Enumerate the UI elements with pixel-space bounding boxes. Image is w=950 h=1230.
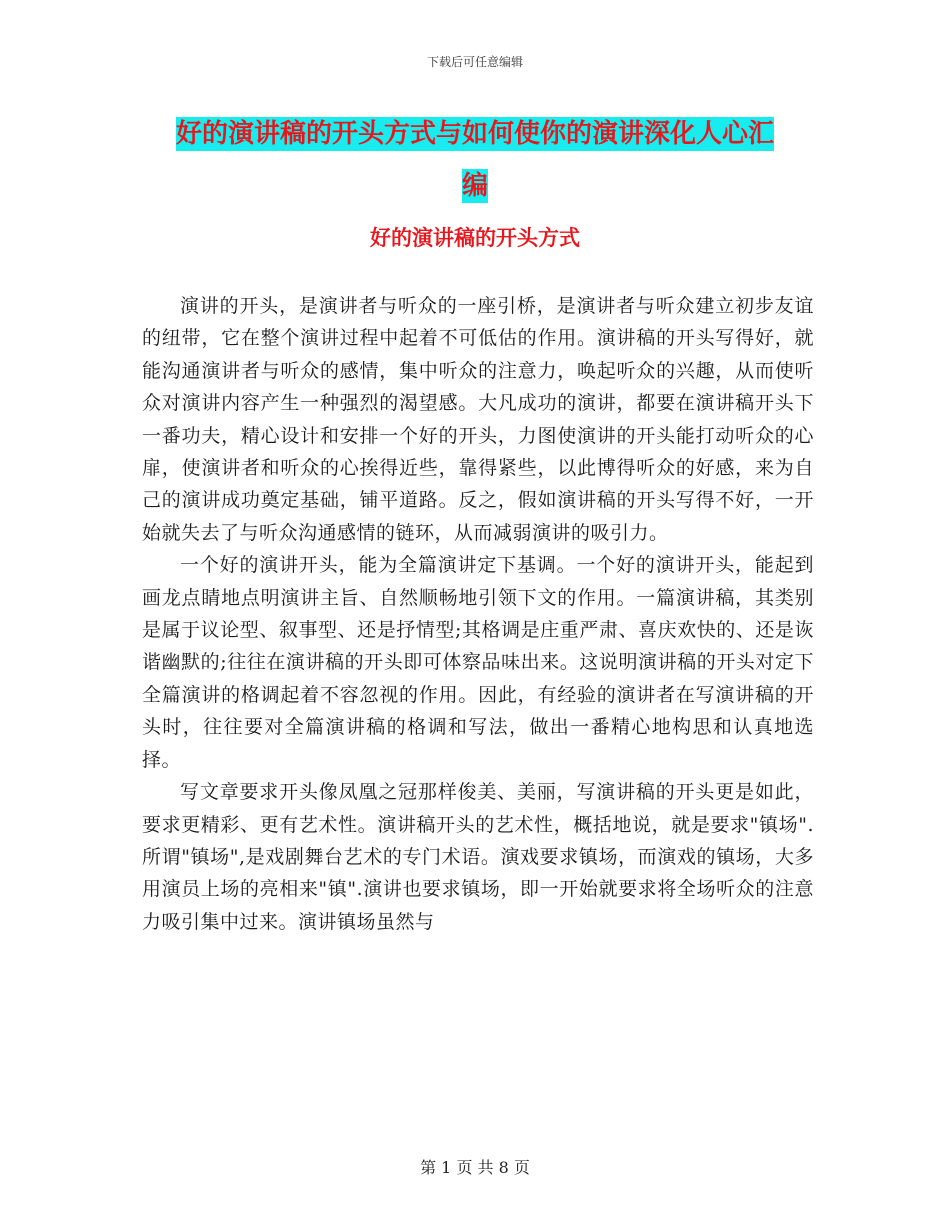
document-title-line-2: 编: [461, 171, 488, 201]
document-title: [0, 108, 950, 212]
paragraph-2: 一个好的演讲开头，能为全篇演讲定下基调。一个好的演讲开头，能起到画龙点睛地点明演讲主旨、自然顺畅地引领下文的作用。一篇演讲稿，其类别是属于议论型、叙事型、还是抒情型;其格调是庄重严肃、喜庆欢快的、还是诙谐幽默的;往往在演讲稿的开头即可体察品味出来。这说明演讲稿的开头对定下全篇演讲的格调起着不容忽视的作用。因此，有经验的演讲者在写演讲稿的开头时，往往要对全篇演讲稿的格调和写法，做出一番精心地构思和认真地选择。: [142, 554, 814, 771]
paragraph-1: 演讲的开头，是演讲者与听众的一座引桥，是演讲者与听众建立初步友谊的纽带，它在整个演讲过程中起着不可低估的作用。演讲稿的开头写得好，就能沟通演讲者与听众的感情，集中听众的注意力，唤起听众的兴趣，从而使听众对演讲内容产生一种强烈的渴望感。大凡成功的演讲，都要在演讲稿开头下一番功夫，精心设计和安排一个好的开头，力图使演讲的开头能打动听众的心扉，使演讲者和听众的心挨得近些，靠得紧些，以此博得听众的好感，来为自己的演讲成功奠定基础，铺平道路。反之，假如演讲稿的开头写得不好，一开始就失去了与听众沟通感情的链环，从而减弱演讲的吸引力。: [142, 295, 814, 544]
paragraph-3: 写文章要求开头像凤凰之冠那样俊美、美丽，写演讲稿的开头更是如此，要求更精彩、更有艺术性。演讲稿开头的艺术性，概括地说，就是要求"镇场".所谓"镇场",是戏剧舞台艺术的专门术语。演戏要求镇场，而演戏的镇场，大多用演员上场的亮相来"镇".演讲也要求镇场，即一开始就要求将全场听众的注意力吸引集中过来。演讲镇场虽然与: [142, 781, 814, 933]
page-number: 第 1 页 共 8 页: [420, 1158, 530, 1177]
document-title-line-1: 好的演讲稿的开头方式与如何使你的演讲深化人心汇: [175, 119, 774, 149]
header-note: 下载后可任意编辑: [426, 55, 523, 69]
body-text: [142, 290, 814, 938]
section-heading: 好的演讲稿的开头方式: [370, 226, 580, 250]
